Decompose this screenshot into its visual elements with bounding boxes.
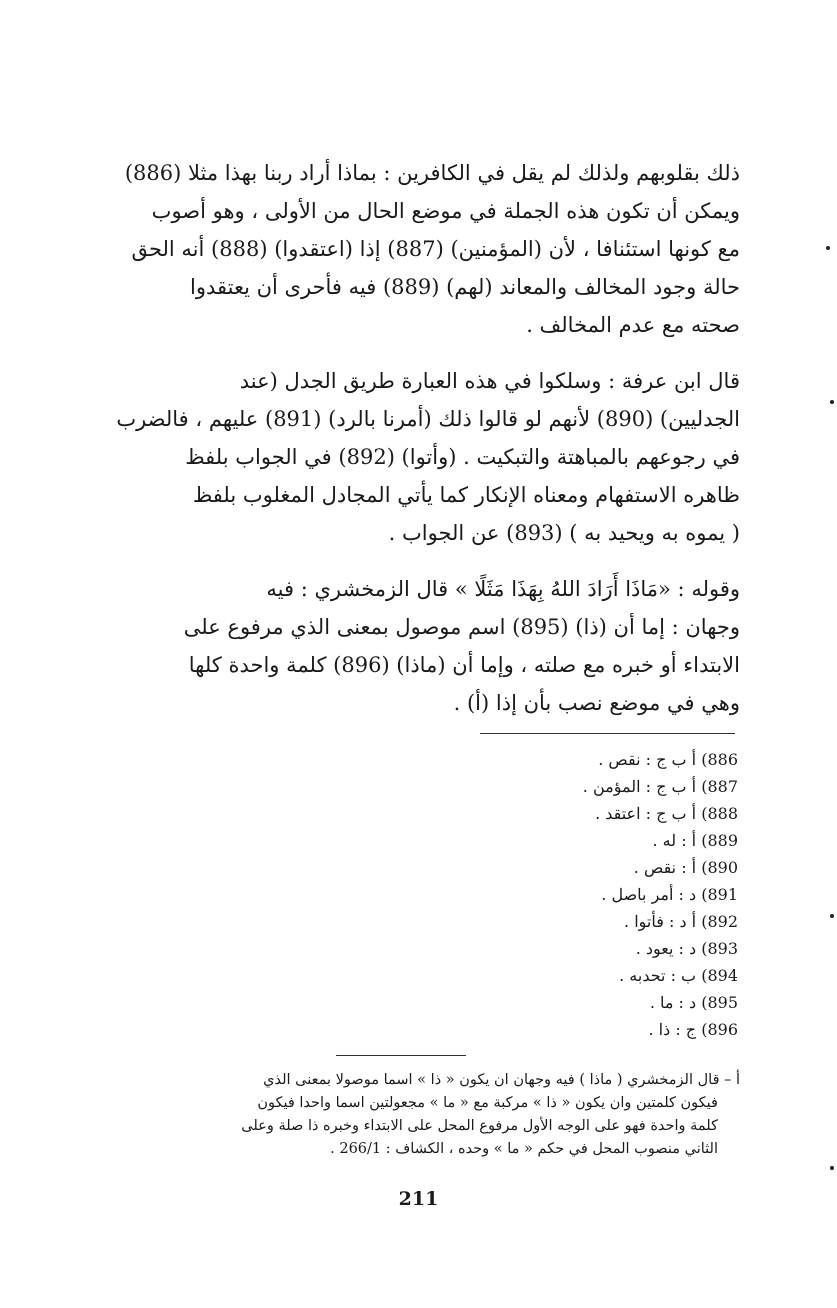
- text-line: ذلك بقلوبهم ولذلك لم يقل في الكافرين : بماذا أراد ربنا بهذا مثلا (886): [124, 161, 740, 185]
- text-line: قال ابن عرفة : وسلكوا في هذه العبارة طريق الجدل (عند: [239, 369, 740, 393]
- scan-speck: [830, 1166, 834, 1170]
- variant-note: 887) أ ب ج : المؤمن .: [582, 777, 738, 796]
- body-paragraph-3: [60, 570, 740, 722]
- variant-note: 896) ج : ذا .: [648, 1020, 738, 1039]
- body-paragraph-2: [60, 362, 740, 552]
- footnote-line: أ – قال الزمخشري ( ماذا ) فيه وجهان ان يكون « ذا » اسما موصولا بمعنى الذي: [263, 1072, 740, 1088]
- notes-divider: [480, 733, 735, 734]
- variant-note: 889) أ : له .: [652, 831, 738, 850]
- text-line: وجهان : إما أن (ذا) (895) اسم موصول بمعنى الذي مرفوع على: [183, 615, 740, 639]
- text-line: الجدليين) (890) لأنهم لو قالوا ذلك (أمرنا بالرد) (891) عليهم ، فالضرب: [116, 407, 740, 431]
- text-line: وهي في موضع نصب بأن إذا (أ) .: [453, 691, 740, 715]
- text-line: وقوله : «مَاذَا أَرَادَ اللهُ بِهَذَا مَثَلًا » قال الزمخشري : فيه: [266, 577, 740, 601]
- variant-note: 893) د : يعود .: [635, 939, 738, 958]
- text-line: ويمكن أن تكون هذه الجملة في موضع الحال من الأولى ، وهو أصوب: [151, 199, 740, 223]
- variant-note: 892) أ د : فأتوا .: [624, 912, 738, 931]
- text-line: صحته مع عدم المخالف .: [526, 313, 740, 337]
- scan-speck: [826, 246, 830, 250]
- text-line: الابتداء أو خبره مع صلته ، وإما أن (ماذا) (896) كلمة واحدة كلها: [188, 653, 740, 677]
- text-line: مع كونها استئنافا ، لأن (المؤمنين) (887) إذا (اعتقدوا) (888) أنه الحق: [131, 237, 740, 261]
- scan-speck: [830, 914, 834, 918]
- variant-note: 894) ب : تحدبه .: [619, 966, 738, 985]
- text-line: ( يموه به ويحيد به ) (893) عن الجواب .: [388, 521, 740, 545]
- variant-notes: [400, 746, 738, 1043]
- footnote-line: كلمة واحدة فهو على الوجه الأول مرفوع المحل على الابتداء وخبره ذا صلة وعلى: [241, 1118, 718, 1134]
- footnote-line: الثاني منصوب المحل في حكم « ما » وحده ، الكشاف : 266/1 .: [330, 1141, 718, 1157]
- variant-note: 890) أ : نقص .: [633, 858, 738, 877]
- footnote-divider: [336, 1055, 466, 1056]
- variant-note: 888) أ ب ج : اعتقد .: [595, 804, 738, 823]
- variant-note: 895) د : ما .: [649, 993, 738, 1012]
- text-line: حالة وجود المخالف والمعاند (لهم) (889) فيه فأحرى أن يعتقدوا: [189, 275, 740, 299]
- variant-note: 886) أ ب ج : نقص .: [598, 750, 738, 769]
- footnote-line: فيكون كلمتين وان يكون « ذا » مركبة مع « ما » مجعولتين اسما واحدا فيكون: [257, 1095, 718, 1111]
- text-line: في رجوعهم بالمباهتة والتبكيت . (وأتوا) (892) في الجواب بلفظ: [185, 445, 740, 469]
- variant-note: 891) د : أمر باصل .: [601, 885, 738, 904]
- scan-speck: [830, 400, 834, 404]
- footnote: [58, 1069, 740, 1161]
- page-number: 211: [398, 1188, 439, 1210]
- text-line: ظاهره الاستفهام ومعناه الإنكار كما يأتي المجادل المغلوب بلفظ: [192, 483, 740, 507]
- body-paragraph-1: [60, 154, 740, 344]
